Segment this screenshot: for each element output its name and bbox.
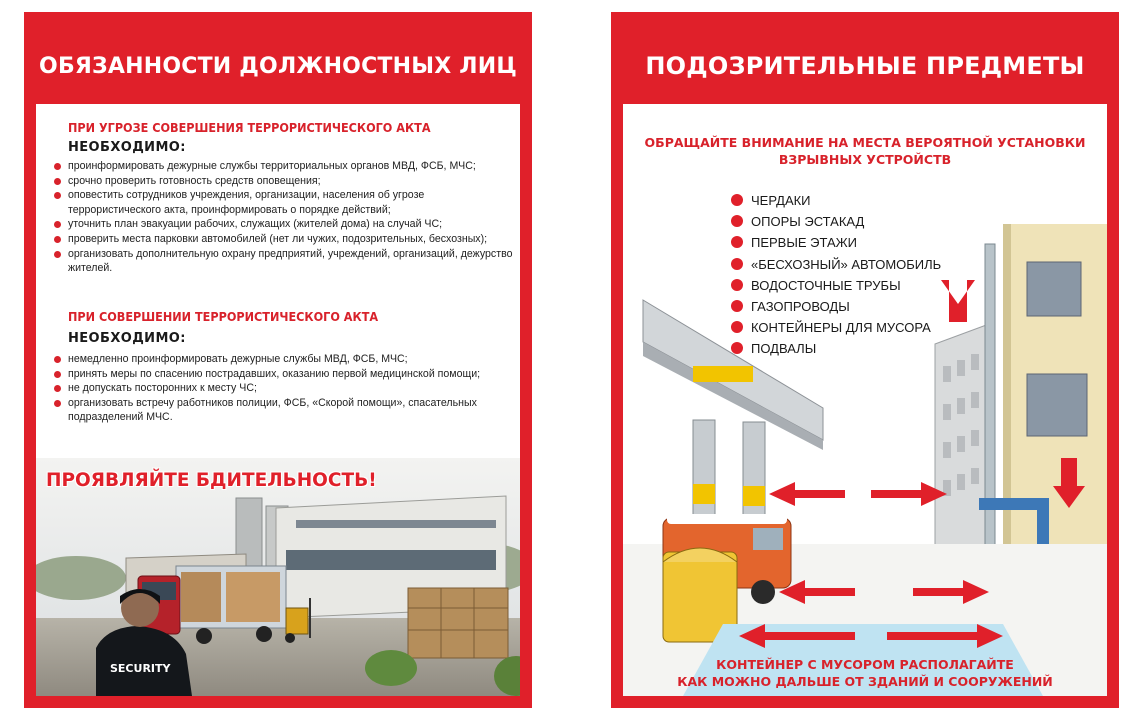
act-action-item-text: не допускать посторонних к месту ЧС; bbox=[68, 382, 257, 395]
suspicious-place-item-text: ЧЕРДАКИ bbox=[751, 193, 811, 208]
suspicious-items-title: ПОДОЗРИТЕЛЬНЫЕ ПРЕДМЕТЫ bbox=[645, 52, 1085, 80]
threat-action-item-text: уточнить план эвакуации рабочих, служащих (жителей дома) на случай ЧС; bbox=[68, 218, 443, 231]
container-placement-note bbox=[623, 656, 1107, 690]
watch-heading-line1: ОБРАЩАЙТЕ ВНИМАНИЕ НА МЕСТА ВЕРОЯТНОЙ УСТАНОВКИ bbox=[644, 135, 1086, 150]
bullet-dot-icon bbox=[54, 178, 61, 185]
bullet-dot-icon bbox=[731, 194, 743, 206]
suspicious-items-poster bbox=[611, 12, 1119, 708]
bottom-note-line2: КАК МОЖНО ДАЛЬШЕ ОТ ЗДАНИЙ И СООРУЖЕНИЙ bbox=[677, 674, 1053, 689]
threat-action-item-text: оповестить сотрудников учреждения, организации, населения об угрозе террористического акта, проинформировать о порядке действий; bbox=[68, 189, 425, 216]
vigilance-title: ПРОЯВЛЯЙТЕ БДИТЕЛЬНОСТЬ! bbox=[46, 470, 377, 491]
threat-action-item bbox=[54, 232, 514, 247]
bullet-dot-icon bbox=[54, 385, 61, 392]
bullet-dot-icon bbox=[54, 192, 61, 199]
duties-poster bbox=[24, 12, 532, 708]
bullet-dot-icon bbox=[731, 300, 743, 312]
suspicious-items-panel bbox=[623, 104, 1107, 696]
warehouse-illustration bbox=[36, 458, 520, 696]
suspicious-place-item-text: КОНТЕЙНЕРЫ ДЛЯ МУСОРА bbox=[751, 320, 931, 336]
suspicious-place-item-text: ГАЗОПРОВОДЫ bbox=[751, 299, 850, 315]
act-action-item bbox=[54, 352, 514, 367]
suspicious-place-item-text: ВОДОСТОЧНЫЕ ТРУБЫ bbox=[751, 277, 901, 293]
act-action-item-text: организовать встречу работников полиции, ФСБ, «Скорой помощи», спасательных подразделений МЧС. bbox=[68, 396, 477, 424]
bullet-dot-icon bbox=[54, 251, 61, 258]
act-action-item bbox=[54, 367, 514, 382]
suspicious-place-item bbox=[731, 296, 941, 317]
threat-action-item-text: проинформировать дежурные службы территориальных органов МВД, ФСБ, МЧС; bbox=[68, 160, 476, 172]
suspicious-place-item bbox=[731, 338, 941, 359]
suspicious-place-item bbox=[731, 275, 941, 296]
bullet-dot-icon bbox=[54, 236, 61, 243]
watch-heading-line2: ВЗРЫВНЫХ УСТРОЙСТВ bbox=[778, 152, 952, 167]
threat-action-item-text: срочно проверить готовность средств оповещения; bbox=[68, 174, 321, 187]
threat-action-item-text: организовать дополнительную охрану предприятий, учреждений, организаций, дежурство жителей. bbox=[68, 247, 513, 275]
suspicious-place-item bbox=[731, 254, 941, 275]
act-action-item-text: принять меры по спасению пострадавших, оказанию первой медицинской помощи; bbox=[68, 367, 481, 380]
bullet-dot-icon bbox=[731, 279, 743, 291]
vigilance-photo bbox=[36, 458, 520, 696]
act-actions-list bbox=[54, 352, 514, 425]
suspicious-place-item bbox=[731, 211, 941, 232]
suspicious-place-item bbox=[731, 190, 941, 211]
act-section-heading: ПРИ СОВЕРШЕНИИ ТЕРРОРИСТИЧЕСКОГО АКТА bbox=[68, 309, 379, 324]
security-label: SECURITY bbox=[110, 662, 171, 675]
act-action-item bbox=[54, 381, 514, 396]
threat-need-label: НЕОБХОДИМО: bbox=[68, 140, 186, 155]
threat-section-heading: ПРИ УГРОЗЕ СОВЕРШЕНИЯ ТЕРРОРИСТИЧЕСКОГО АКТА bbox=[68, 120, 431, 135]
threat-action-item bbox=[54, 217, 514, 232]
bullet-dot-icon bbox=[54, 163, 61, 170]
duties-poster-title: ОБЯЗАННОСТИ ДОЛЖНОСТНЫХ ЛИЦ bbox=[39, 54, 517, 79]
bullet-dot-icon bbox=[731, 236, 743, 248]
bullet-dot-icon bbox=[731, 342, 743, 354]
bullet-dot-icon bbox=[54, 356, 61, 363]
suspicious-place-item bbox=[731, 317, 941, 338]
threat-actions-list bbox=[54, 159, 514, 276]
suspicious-place-item-text: ПЕРВЫЕ ЭТАЖИ bbox=[751, 235, 858, 251]
duties-panel bbox=[36, 104, 520, 696]
suspicious-places-list bbox=[731, 190, 941, 360]
bullet-dot-icon bbox=[731, 321, 743, 333]
suspicious-place-item bbox=[731, 232, 941, 253]
threat-action-item bbox=[54, 159, 514, 174]
act-action-item-text: немедленно проинформировать дежурные службы МВД, ФСБ, МЧС; bbox=[68, 353, 408, 365]
bullet-dot-icon bbox=[731, 215, 743, 227]
threat-action-item bbox=[54, 188, 514, 217]
bullet-dot-icon bbox=[731, 258, 743, 270]
bullet-dot-icon bbox=[54, 371, 61, 378]
suspicious-place-item-text: ПОДВАЛЫ bbox=[751, 341, 817, 357]
bullet-dot-icon bbox=[54, 400, 61, 407]
suspicious-place-item-text: ОПОРЫ ЭСТАКАД bbox=[751, 214, 865, 230]
bullet-dot-icon bbox=[54, 221, 61, 228]
suspicious-place-item-text: «БЕСХОЗНЫЙ» АВТОМОБИЛЬ bbox=[751, 256, 942, 272]
act-action-item bbox=[54, 396, 514, 425]
threat-action-item bbox=[54, 247, 514, 276]
threat-action-item-text: проверить места парковки автомобилей (нет ли чужих, подозрительных, бесхозных); bbox=[68, 232, 488, 245]
act-need-label: НЕОБХОДИМО: bbox=[68, 331, 186, 346]
threat-action-item bbox=[54, 174, 514, 189]
bottom-note-line1: КОНТЕЙНЕР С МУСОРОМ РАСПОЛАГАЙТЕ bbox=[716, 657, 1014, 672]
